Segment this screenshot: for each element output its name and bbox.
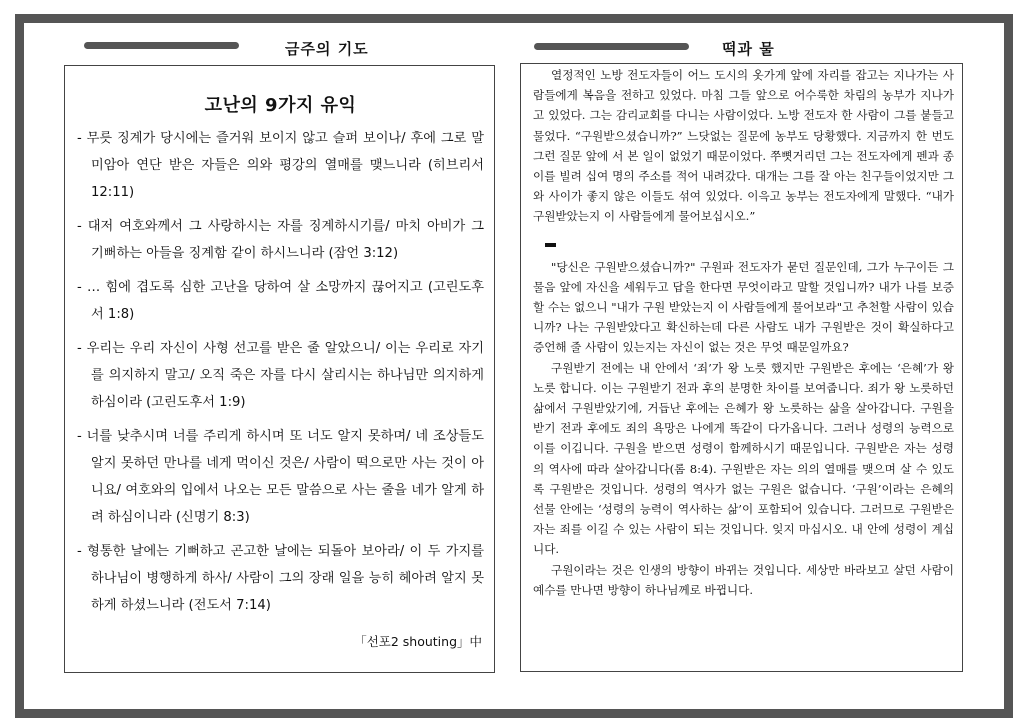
right-header-bar [534, 43, 689, 50]
section-dash-mark [545, 243, 556, 247]
article-paragraph: 구원이라는 것은 인생의 방향이 바뀌는 것입니다. 세상만 바라보고 살던 사람이 예수를 만나면 방향이 하나님께로 바뀝니다. [533, 562, 954, 597]
verse-item: - 우리는 우리 자신이 사형 선고를 받은 줄 알았으니/ 이는 우리로 자기를 의지하지 말고/ 오직 죽은 자를 다시 살리시는 하나님만 의지하게 하심이라 (고린도후서 1:9) [77, 341, 484, 410]
article-paragraph: 열정적인 노방 전도자들이 어느 도시의 옷가게 앞에 자리를 잡고는 지나가는 사람들에게 복음을 전하고 있었다. 마침 그들 앞으로 어수룩한 차림의 농부가 지나가고 있었다. 그는 감리교회를 다니는 사람이었다. 노방 전도자 한 사람이 그를 붙들고 물었다. “구원받으셨습니까?” 느닷없는 질문에 농부도 당황했다. 지금까지 한 번도 그런 질문 앞에 서 본 일이 없었기 때문이었다. 쭈뼛거리던 그는 전도자에게 펜과 종이를 빌려 십여 명의 주소를 적어 내려갔다. 대개는 그를 잘 아는 친구들이었지만 그와 사이가 좋지 않은 이들도 섞여 있었다. 이윽고 농부는 전도자에게 말했다. “내가 구원받았는지 이 사람들에게 물어보십시오.” [533, 68, 954, 224]
verse-item: - 형통한 날에는 기뻐하고 곤고한 날에는 되돌아 보아라/ 이 두 가지를 하나님이 병행하게 하사/ 사람이 그의 장래 일을 능히 헤아려 알지 못하게 하셨느니라 (전도서 7:14) [77, 544, 484, 613]
left-header-bar [84, 42, 239, 49]
article-paragraph: "당신은 구원받으셨습니까?" 구원파 전도자가 묻던 질문인데, 그가 누구이든 그 물음 앞에 자신을 세워두고 답을 한다면 무엇이라고 말할 것입니까? 내가 나를 보증할 수는 없으니 "내가 구원 받았는지 이 사람들에게 물어보라"고 추천할 사람이 있습니까? 나는 구원받았다고 확신하는데 다른 사람도 내가 구원받은 것이 확실하다고 증언해 줄 사람이 있는지는 자신이 없는 것은 무엇 때문일까요? [533, 259, 954, 355]
prayer-box [64, 65, 495, 673]
article-box [520, 63, 963, 672]
source-citation: 「선포2 shouting」中 [354, 634, 482, 649]
left-header-title: 금주의 기도 [285, 40, 369, 58]
article-paragraph: 구원받기 전에는 내 안에서 ‘죄’가 왕 노릇 했지만 구원받은 후에는 ‘은혜’가 왕 노릇 합니다. 이는 구원받기 전과 후의 분명한 차이를 보여줍니다. 죄가 왕 노릇하던 삶에서 구원받았기에, 거듭난 후에는 은혜가 왕 노릇하는 삶을 살아갑니다. 구원을 받기 전과 후에도 죄의 욕망은 나에게 똑같이 다가옵니다. 그러나 성령의 능력으로 이를 이깁니다. 구원을 받으면 성령이 함께하시기 때문입니다. 구원받은 자는 성령의 역사에 따라 살아갑니다(롬 8:4). 구원받은 자는 의의 열매를 맺으며 살 수 있도록 구원받은 것입니다. 성령의 역사가 없는 구원은 없습니다. ‘구원’이라는 은혜의 선물 안에는 ‘성령의 능력이 역사하는 삶’이 포함되어 있습니다. 그러므로 구원받은 자는 죄를 이길 수 있는 사람이 되는 것입니다. 잊지 마십시오. 내 안에 성령이 계십니다. [533, 360, 954, 557]
verse-item: - 대저 여호와께서 그 사랑하시는 자를 징계하시기를/ 마치 아비가 그 기뻐하는 아들을 징계함 같이 하시느니라 (잠언 3:12) [77, 219, 484, 261]
verse-item: - … 힘에 겹도록 심한 고난을 당하여 살 소망까지 끊어지고 (고린도후서 1:8) [77, 280, 484, 322]
prayer-title: 고난의 9가지 유익 [204, 95, 357, 116]
right-header-title: 떡과 물 [722, 40, 775, 58]
verse-item: - 너를 낮추시며 너를 주리게 하시며 또 너도 알지 못하며/ 네 조상들도 알지 못하던 만나를 네게 먹이신 것은/ 사람이 떡으로만 사는 것이 아니요/ 여호와의 입에서 나오는 모든 말씀으로 사는 줄을 네가 알게 하려 하심이니라 (신명기 8:3) [77, 429, 484, 525]
verse-item: - 무릇 징계가 당시에는 즐거워 보이지 않고 슬퍼 보이나/ 후에 그로 말미암아 연단 받은 자들은 의와 평강의 열매를 맺느니라 (히브리서 12:11) [77, 131, 484, 200]
